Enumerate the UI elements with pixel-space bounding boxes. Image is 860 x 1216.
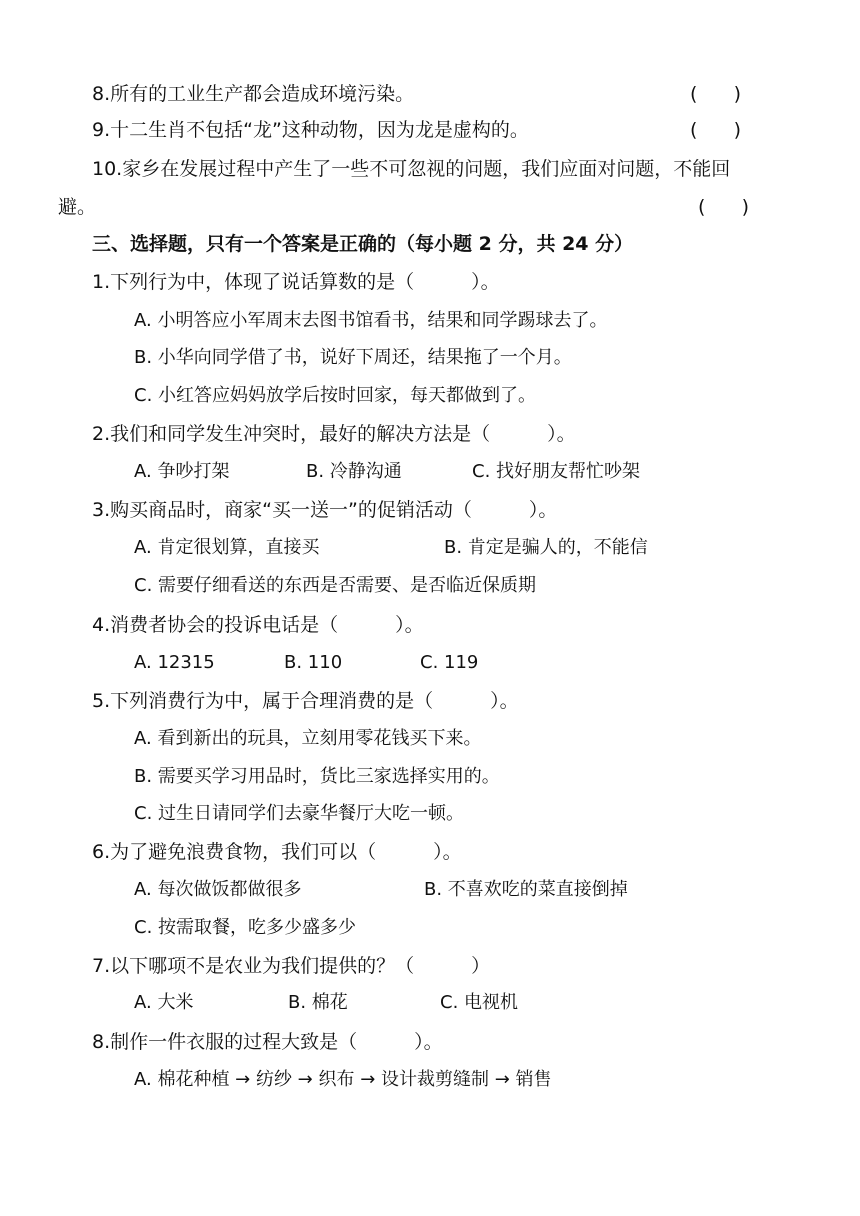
judgement-9-text: 9.十二生肖不包括“龙”这种动物，因为龙是虚构的。 [92, 119, 529, 141]
question-2-option-b[interactable]: B. 冷静沟通 [306, 461, 402, 482]
question-3-stem: 3.购买商品时，商家“买一送一”的促销活动（ ）。 [92, 499, 558, 521]
question-3-option-a[interactable]: A. 肯定很划算，直接买 [134, 537, 320, 558]
question-3-option-c[interactable]: C. 需要仔细看送的东西是否需要、是否临近保质期 [134, 575, 537, 596]
question-5-option-a[interactable]: A. 看到新出的玩具，立刻用零花钱买下来。 [134, 728, 482, 749]
judgement-10-text-continued: 避。 [58, 196, 97, 218]
question-6-option-a[interactable]: A. 每次做饭都做很多 [134, 879, 302, 900]
question-6-stem: 6.为了避免浪费食物，我们可以（ ）。 [92, 841, 462, 863]
question-3-option-b[interactable]: B. 肯定是骗人的，不能信 [444, 537, 648, 558]
question-5-option-b[interactable]: B. 需要买学习用品时，货比三家选择实用的。 [134, 766, 500, 787]
question-4-option-a[interactable]: A. 12315 [134, 652, 215, 673]
question-1-option-a[interactable]: A. 小明答应小军周末去图书馆看书，结果和同学踢球去了。 [134, 310, 608, 331]
question-4-option-c[interactable]: C. 119 [420, 652, 479, 673]
question-1-option-b[interactable]: B. 小华向同学借了书，说好下周还，结果拖了一个月。 [134, 347, 572, 368]
question-6-option-b[interactable]: B. 不喜欢吃的菜直接倒掉 [424, 879, 628, 900]
question-1-stem: 1.下列行为中，体现了说话算数的是（ ）。 [92, 271, 500, 293]
question-8-stem: 8.制作一件衣服的过程大致是（ ）。 [92, 1031, 443, 1053]
judgement-9-answer-blank[interactable]: ( ) [690, 119, 742, 141]
judgement-8-text: 8.所有的工业生产都会造成环境污染。 [92, 83, 415, 105]
question-2-option-a[interactable]: A. 争吵打架 [134, 461, 230, 482]
judgement-10-text: 10.家乡在发展过程中产生了一些不可忽视的问题，我们应面对问题，不能回 [92, 158, 731, 180]
question-6-option-c[interactable]: C. 按需取餐，吃多少盛多少 [134, 917, 357, 938]
question-4-stem: 4.消费者协会的投诉电话是（ ）。 [92, 614, 424, 636]
question-5-option-c[interactable]: C. 过生日请同学们去豪华餐厅大吃一顿。 [134, 803, 465, 824]
question-5-stem: 5.下列消费行为中，属于合理消费的是（ ）。 [92, 690, 519, 712]
question-2-option-c[interactable]: C. 找好朋友帮忙吵架 [472, 461, 641, 482]
question-7-option-b[interactable]: B. 棉花 [288, 992, 348, 1013]
question-4-option-b[interactable]: B. 110 [284, 652, 343, 673]
section-3-title: 三、选择题，只有一个答案是正确的（每小题 2 分，共 24 分） [92, 233, 634, 255]
question-2-stem: 2.我们和同学发生冲突时，最好的解决方法是（ ）。 [92, 423, 576, 445]
question-7-stem: 7.以下哪项不是农业为我们提供的？（ ） [92, 955, 491, 977]
question-7-option-a[interactable]: A. 大米 [134, 992, 194, 1013]
judgement-10-answer-blank[interactable]: ( ) [698, 196, 750, 218]
question-1-option-c[interactable]: C. 小红答应妈妈放学后按时回家，每天都做到了。 [134, 385, 537, 406]
question-8-option-a[interactable]: A. 棉花种植 → 纺纱 → 织布 → 设计裁剪缝制 → 销售 [134, 1069, 552, 1090]
judgement-8-answer-blank[interactable]: ( ) [690, 83, 742, 105]
question-7-option-c[interactable]: C. 电视机 [440, 992, 519, 1013]
